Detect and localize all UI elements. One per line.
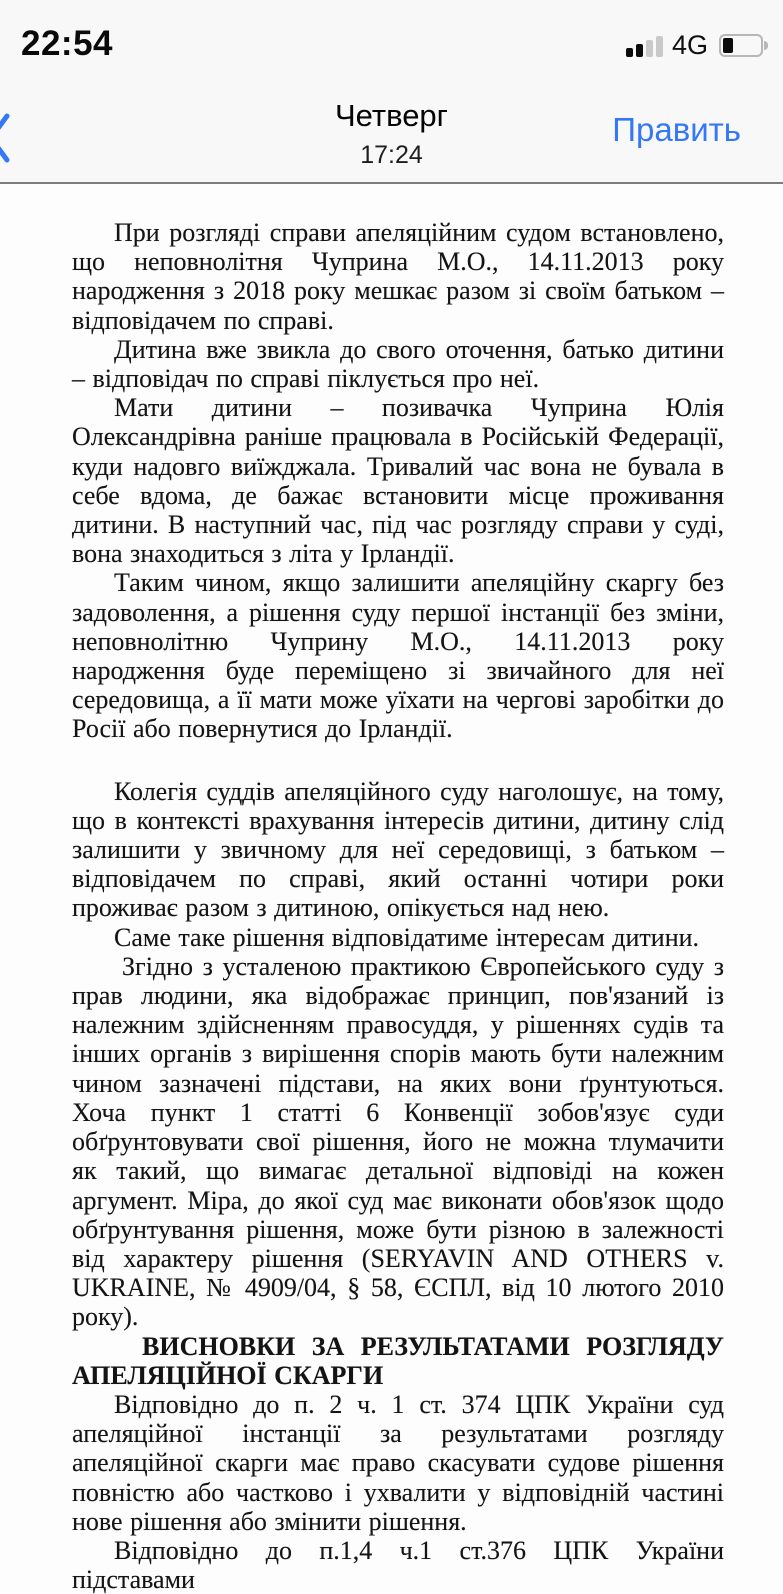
status-time: 22:54 <box>21 24 114 63</box>
document-paragraph: Мати дитини – позивачка Чуприна Юлія Олександрівна раніше працювала в Російській Федерації, куди надовго виїжджала. Тривалий час вона не бувала в себе вдома, де бажає встановити місце проживання дитини. В наступний час, під час розгляду справи у суді, вона знаходиться з літа у Ірландії. <box>72 393 724 569</box>
document-paragraph: Згідно з усталеною практикою Європейського суду з прав людини, яка відображає принцип, пов'язаний із належним здійсненням правосуддя, у рішеннях судів та інших органів з вирішення спорів мають бути належним чином зазначені підстави, на яких вони ґрунтуються. Хоча пункт 1 статті 6 Конвенції зобов'язує суди обґрунтовувати свої рішення, його не можна тлумачити як такий, що вимагає детальної відповіді на кожен аргумент. Міра, до якої суд має виконати обов'язок щодо обґрунтування рішення, може бути різною в залежності від характеру рішення (SERYAVIN AND OTHERS v. UKRAINE, № 4909/04, § 58, ЄСПЛ, від 10 лютого 2010 року). <box>72 951 724 1332</box>
document-paragraph: Відповідно до п. 2 ч. 1 ст. 374 ЦПК України суд апеляційної інстанції за результатами розгляду апеляційної скарги має право скасувати судове рішення повністю або частково і ухвалити у відповідній частині нове рішення або змінити рішення. <box>72 1389 724 1536</box>
document-paragraph: Дитина вже звикла до свого оточення, батько дитини – відповідач по справі піклується про неї. <box>72 334 724 394</box>
note-timestamp: 17:24 <box>360 141 423 169</box>
document-paragraph: При розгляді справи апеляційним судом встановлено, що неповнолітня Чуприна М.О., 14.11.2013 року народження з 2018 року мешкає разом зі своїм батьком – відповідачем по справі. <box>72 218 724 335</box>
top-chrome <box>0 0 783 184</box>
note-title: Четверг <box>335 98 448 133</box>
document-paragraph: Таким чином, якщо залишити апеляційну скаргу без задоволення, а рішення суду першої інстанції без зміни, неповнолітню Чуприну М.О., 14.11.2013 року народження буде переміщено зі звичайного для неї середовища, а її мати може уїхати на чергові заробітки до Росії або повернутися до Ірландії. <box>72 568 724 744</box>
document-paragraph: Відповідно до п.1,4 ч.1 ст.376 ЦПК України підставами <box>72 1535 724 1594</box>
document-scroll-area[interactable] <box>0 184 783 1594</box>
status-indicators <box>626 30 763 61</box>
document-paragraph: Колегія суддів апеляційного суду наголошує, на тому, що в контексті врахування інтересів дитини, дитину слід залишити у звичному для неї середовищі, з батьком – відповідачем по справі, який останні чотири роки проживає разом з дитиною, опікується над нею. <box>72 776 724 923</box>
document-paragraph: Саме таке рішення відповідатиме інтересам дитини. <box>114 922 700 952</box>
document-section-heading: ВИСНОВКИ ЗА РЕЗУЛЬТАТАМИ РОЗГЛЯДУ АПЕЛЯЦІЙНОЇ СКАРГИ <box>72 1331 724 1390</box>
signal-strength-icon <box>626 35 663 57</box>
battery-icon <box>719 34 763 57</box>
edit-button[interactable]: Править <box>612 111 741 148</box>
network-type-label: 4G <box>671 30 708 60</box>
